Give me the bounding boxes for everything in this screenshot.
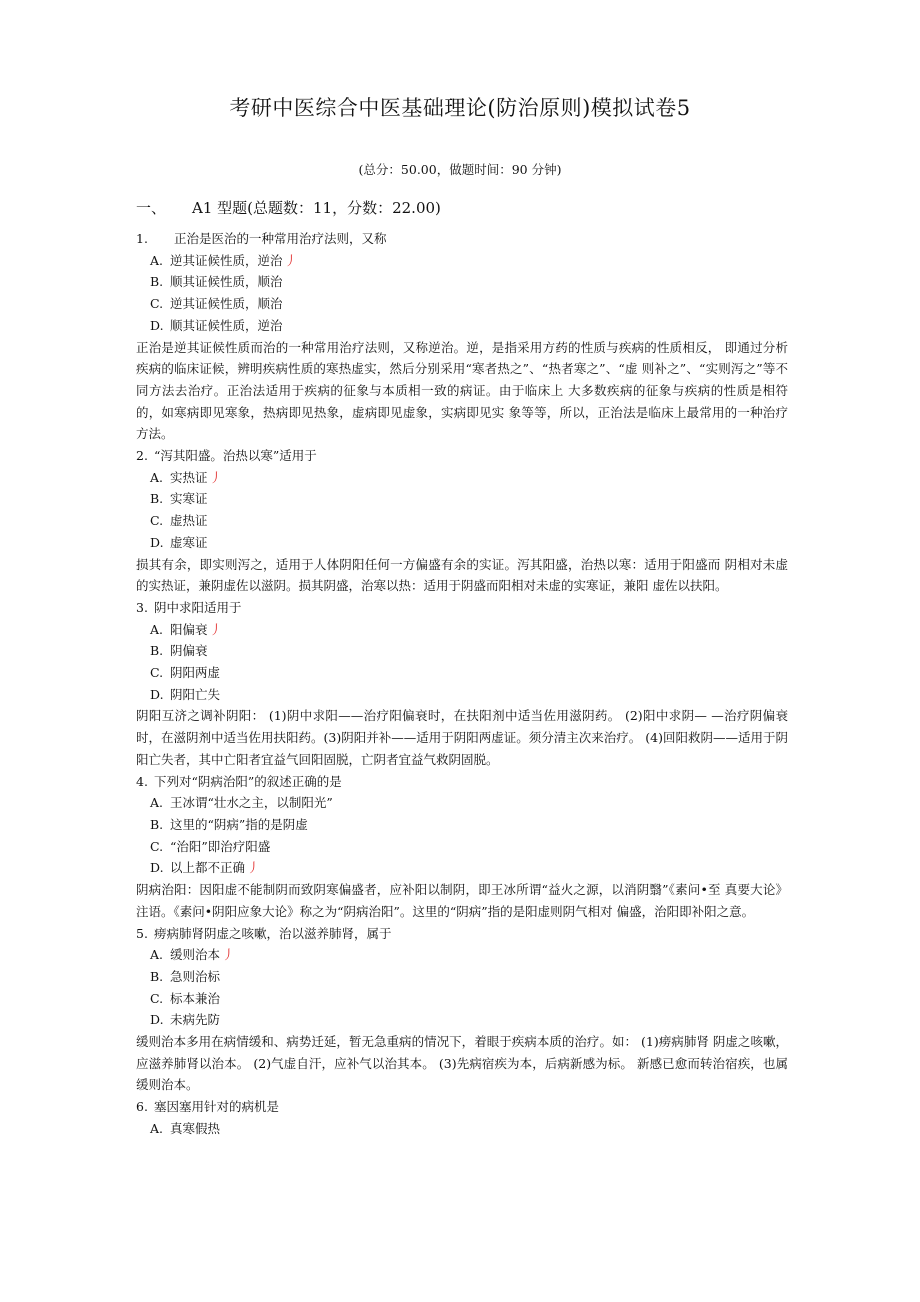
option-item xyxy=(136,944,788,966)
option-item xyxy=(136,792,788,814)
question-number: 5. xyxy=(136,925,148,941)
option-item xyxy=(136,640,788,662)
question-item xyxy=(136,445,788,597)
option-item xyxy=(136,619,788,641)
question-stem xyxy=(136,923,788,945)
option-text: 真寒假热 xyxy=(170,1120,221,1136)
question-number: 3. xyxy=(136,599,148,615)
option-item xyxy=(136,467,788,489)
question-item xyxy=(136,228,788,445)
question-stem xyxy=(136,1096,788,1118)
option-item xyxy=(136,488,788,510)
question-number: 6. xyxy=(136,1099,148,1115)
question-text: 塞因塞用针对的病机是 xyxy=(153,1099,279,1115)
option-letter: B. xyxy=(150,491,164,507)
question-item xyxy=(136,771,788,923)
option-letter: B. xyxy=(150,816,164,832)
correct-answer-mark: 丿 xyxy=(222,947,235,963)
option-item xyxy=(136,293,788,315)
answer-explanation: 正治是逆其证候性质而治的一种常用治疗法则，又称逆治。逆，是指采用方药的性质与疾病的性质相反， 即通过分析疾病的临床证候，辨明疾病性质的寒热虚实，然后分别采用“寒者热之”、“热者寒之”、“虚 则补之”、“实则泻之”等不同方法去治疗。正治法适用于疾病的征象与本质相一致的病证。由于临床上 大多数疾病的征象与疾病的性质是相符的，如寒病即见寒象，热病即见热象，虚病即见虚象，实病即见实 象等等，所以，正治法是临床上最常用的一种治疗方法。 xyxy=(136,339,788,442)
option-text: 虚热证 xyxy=(170,513,208,529)
document-subtitle: (总分：50.00，做题时间：90 分钟) xyxy=(358,162,562,177)
option-item xyxy=(136,271,788,293)
option-item xyxy=(136,510,788,532)
option-text: 实热证 xyxy=(170,469,208,485)
question-stem xyxy=(136,445,788,467)
option-letter: B. xyxy=(150,643,164,659)
option-text: 缓则治本 xyxy=(170,947,221,963)
answer-explanation: 损其有余，即实则泻之，适用于人体阴阳任何一方偏盛有余的实证。泻其阳盛，治热以寒：适用于阳盛而 阴相对未虚的实热证，兼阴虚佐以滋阴。损其阴盛，治寒以热：适用于阴盛而阳相对未虚的实寒证，兼阳 虚佐以扶阳。 xyxy=(136,556,788,594)
option-text: 标本兼治 xyxy=(170,990,221,1006)
question-item xyxy=(136,597,788,771)
question-stem xyxy=(136,228,788,250)
question-number: 1. xyxy=(136,231,148,246)
question-text: 下列对“阴病治阳”的叙述正确的是 xyxy=(153,773,342,789)
option-text: 逆其证候性质，逆治 xyxy=(170,252,283,268)
option-text: “治阳”即治疗阳盛 xyxy=(170,838,271,854)
answer-explanation: 缓则治本多用在病情缓和、病势迁延，暂无急重病的情况下，着眼于疾病本质的治疗。如： (1)痨病肺肾 阴虚之咳嗽，应滋养肺肾以治本。 (2)气虚自汗，应补气以治其本。 (3)先病宿疾为本，后病新感为标。 新感已愈而转治宿疾，也属缓则治本。 xyxy=(136,1034,788,1093)
option-text: 实寒证 xyxy=(170,491,208,507)
option-letter: C. xyxy=(150,296,164,312)
section-text: A1 型题(总题数：11，分数：22.00) xyxy=(192,199,441,217)
option-item xyxy=(136,988,788,1010)
option-letter: C. xyxy=(150,513,164,529)
option-item xyxy=(136,1118,788,1140)
option-text: 阴阳两虚 xyxy=(170,665,221,681)
option-text: 王冰谓“壮水之主，以制阳光” xyxy=(170,795,333,811)
correct-answer-mark: 丿 xyxy=(209,621,223,637)
option-item xyxy=(136,966,788,988)
option-letter: A. xyxy=(150,252,164,268)
option-text: 未病先防 xyxy=(170,1012,221,1028)
correct-answer-mark: 丿 xyxy=(247,860,260,876)
option-letter: D. xyxy=(150,317,164,333)
correct-answer-mark: 丿 xyxy=(209,469,223,485)
question-text: 痨病肺肾阴虚之咳嗽，治以滋养肺肾，属于 xyxy=(153,925,392,941)
option-text: 急则治标 xyxy=(170,968,221,984)
question-number: 4. xyxy=(136,773,148,789)
option-letter: C. xyxy=(150,665,164,681)
option-item xyxy=(136,814,788,836)
question-stem xyxy=(136,597,788,619)
option-letter: A. xyxy=(150,795,164,811)
question-stem xyxy=(136,771,788,793)
option-letter: B. xyxy=(150,968,164,984)
option-letter: A. xyxy=(150,1120,164,1136)
document-title: 考研中医综合中医基础理论(防治原则)模拟试卷5 xyxy=(229,96,691,120)
option-item xyxy=(136,857,788,879)
option-text: 阳偏衰 xyxy=(170,621,208,637)
option-text: 阴偏衰 xyxy=(170,643,208,659)
option-text: 顺其证候性质，逆治 xyxy=(170,317,283,333)
option-item xyxy=(136,1009,788,1031)
option-letter: D. xyxy=(150,1012,164,1028)
question-number: 2. xyxy=(136,448,148,464)
correct-answer-mark: 丿 xyxy=(284,252,298,268)
option-text: 这里的“阴病”指的是阴虚 xyxy=(170,816,308,832)
option-item xyxy=(136,315,788,337)
option-letter: A. xyxy=(150,621,164,637)
option-letter: C. xyxy=(150,990,164,1006)
option-letter: A. xyxy=(150,469,164,485)
option-item xyxy=(136,684,788,706)
option-letter: D. xyxy=(150,534,164,550)
option-letter: D. xyxy=(150,686,164,702)
question-item xyxy=(136,1096,788,1139)
option-item xyxy=(136,250,788,272)
option-item xyxy=(136,836,788,858)
option-text: 顺其证候性质，顺治 xyxy=(170,274,283,290)
option-text: 以上都不正确 xyxy=(170,860,246,876)
question-list xyxy=(136,228,788,1140)
option-item xyxy=(136,662,788,684)
question-text: “泻其阳盛。治热以寒”适用于 xyxy=(153,448,317,464)
section-heading xyxy=(136,197,441,218)
section-number: 一、 xyxy=(136,199,167,217)
question-text: 正治是医治的一种常用治疗法则，又称 xyxy=(173,231,387,246)
option-letter: D. xyxy=(150,860,164,876)
option-letter: B. xyxy=(150,274,164,290)
question-text: 阴中求阳适用于 xyxy=(153,599,242,615)
answer-explanation: 阴病治阳：因阳虚不能制阴而致阴寒偏盛者，应补阳以制阴，即王冰所谓“益火之源，以消阴翳”《素问•至 真要大论》注语。《素问•阴阳应象大论》称之为“阴病治阳”。这里的“阴病”指的是阳虚则阴气相对 偏盛，治阳即补阳之意。 xyxy=(136,882,788,919)
option-text: 阴阳亡失 xyxy=(170,686,221,702)
option-text: 逆其证候性质，顺治 xyxy=(170,296,283,312)
option-text: 虚寒证 xyxy=(170,534,208,550)
option-letter: A. xyxy=(150,947,164,963)
answer-explanation: 阴阳互济之调补阴阳： (1)阴中求阳——治疗阳偏衰时，在扶阳剂中适当佐用滋阴药。 (2)阳中求阴— —治疗阴偏衰时，在滋阴剂中适当佐用扶阳药。(3)阴阳并补——适用于阴阳两虚证。须分清主次来治疗。 (4)回阳救阴——适用于阴阳亡失者，其中亡阳者宜益气回阳固脱，亡阴者宜益气救阴固脱。 xyxy=(136,708,788,767)
option-item xyxy=(136,532,788,554)
question-item xyxy=(136,923,788,1097)
option-letter: C. xyxy=(150,838,164,854)
